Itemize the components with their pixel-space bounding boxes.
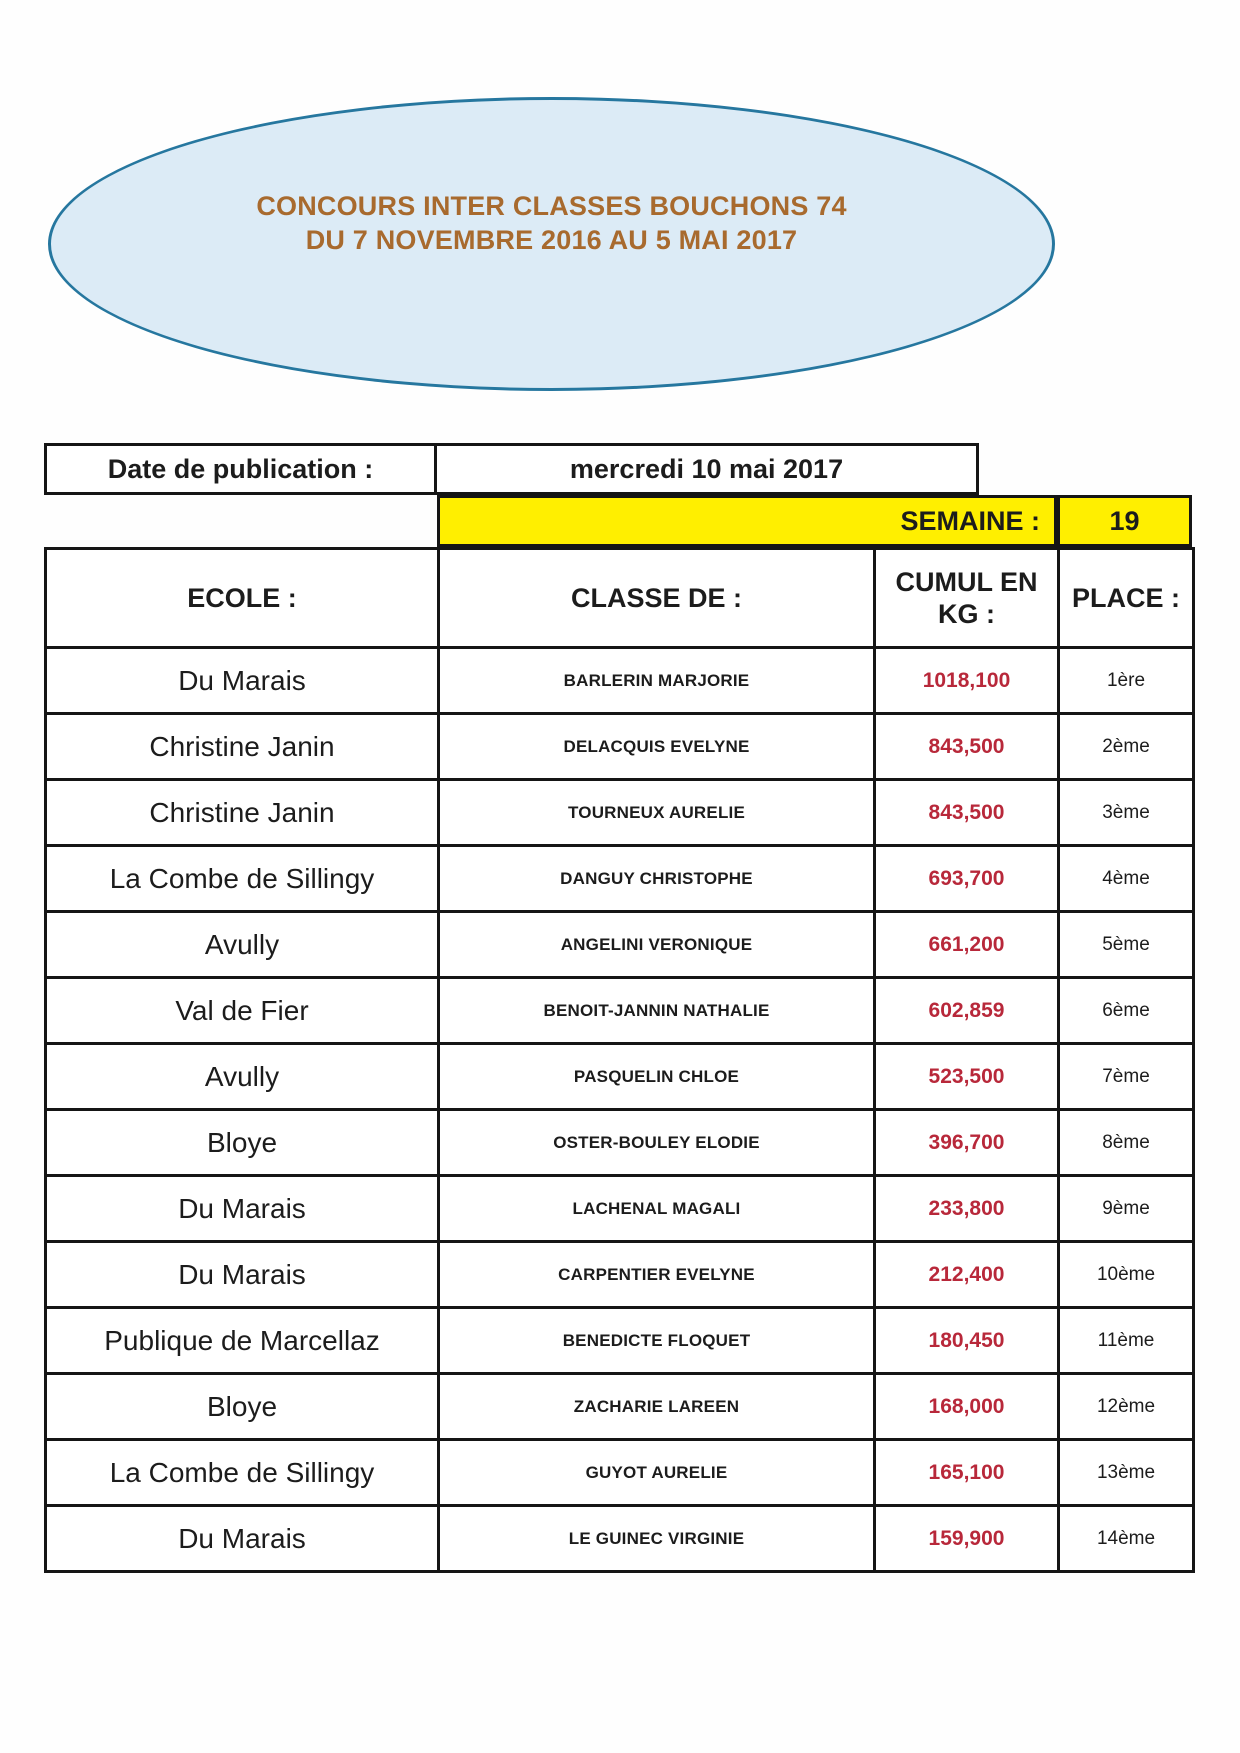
cell-classe: ANGELINI VERONIQUE: [439, 912, 875, 978]
cell-place: 7ème: [1059, 1044, 1194, 1110]
cell-cumul: 693,700: [875, 846, 1059, 912]
cell-place: 12ème: [1059, 1374, 1194, 1440]
cell-classe: PASQUELIN CHLOE: [439, 1044, 875, 1110]
header-place: PLACE :: [1059, 549, 1194, 648]
cell-classe: GUYOT AURELIE: [439, 1440, 875, 1506]
cell-place: 5ème: [1059, 912, 1194, 978]
cell-place: 14ème: [1059, 1506, 1194, 1572]
title-banner-ellipse: [48, 97, 1055, 391]
cell-ecole: Bloye: [46, 1110, 439, 1176]
cell-ecole: Avully: [46, 912, 439, 978]
header-classe: CLASSE DE :: [439, 549, 875, 648]
cell-classe: OSTER-BOULEY ELODIE: [439, 1110, 875, 1176]
cell-ecole: Bloye: [46, 1374, 439, 1440]
table-row: [46, 648, 1194, 714]
cell-ecole: La Combe de Sillingy: [46, 1440, 439, 1506]
title-banner-text: [256, 189, 846, 257]
table-row: [46, 1308, 1194, 1374]
cell-place: 13ème: [1059, 1440, 1194, 1506]
table-row: [46, 978, 1194, 1044]
table-row: [46, 714, 1194, 780]
cell-place: 1ère: [1059, 648, 1194, 714]
cell-ecole: Christine Janin: [46, 714, 439, 780]
cell-ecole: Publique de Marcellaz: [46, 1308, 439, 1374]
table-row: [46, 1242, 1194, 1308]
header-ecole: ECOLE :: [46, 549, 439, 648]
cell-classe: BENOIT-JANNIN NATHALIE: [439, 978, 875, 1044]
publication-date-row: [44, 443, 979, 495]
cell-ecole: Christine Janin: [46, 780, 439, 846]
cell-ecole: Du Marais: [46, 1242, 439, 1308]
cell-cumul: 165,100: [875, 1440, 1059, 1506]
cell-cumul: 1018,100: [875, 648, 1059, 714]
cell-place: 6ème: [1059, 978, 1194, 1044]
cell-cumul: 180,450: [875, 1308, 1059, 1374]
cell-place: 8ème: [1059, 1110, 1194, 1176]
table-row: [46, 1044, 1194, 1110]
cell-classe: BARLERIN MARJORIE: [439, 648, 875, 714]
cell-classe: TOURNEUX AURELIE: [439, 780, 875, 846]
cell-ecole: Du Marais: [46, 1506, 439, 1572]
cell-ecole: Avully: [46, 1044, 439, 1110]
cell-place: 9ème: [1059, 1176, 1194, 1242]
table-row: [46, 780, 1194, 846]
cell-cumul: 233,800: [875, 1176, 1059, 1242]
cell-cumul: 843,500: [875, 780, 1059, 846]
cell-classe: LE GUINEC VIRGINIE: [439, 1506, 875, 1572]
table-row: [46, 1176, 1194, 1242]
table-row: [46, 1110, 1194, 1176]
header-cumul: CUMUL EN KG :: [875, 549, 1059, 648]
cell-place: 4ème: [1059, 846, 1194, 912]
results-body: [46, 648, 1194, 1572]
cell-classe: CARPENTIER EVELYNE: [439, 1242, 875, 1308]
cell-classe: BENEDICTE FLOQUET: [439, 1308, 875, 1374]
cell-place: 2ème: [1059, 714, 1194, 780]
week-row: [437, 495, 1192, 547]
cell-ecole: Du Marais: [46, 648, 439, 714]
cell-cumul: 523,500: [875, 1044, 1059, 1110]
table-row: [46, 1506, 1194, 1572]
banner-title-line1: CONCOURS INTER CLASSES BOUCHONS 74: [256, 191, 847, 221]
cell-classe: DANGUY CHRISTOPHE: [439, 846, 875, 912]
cell-classe: ZACHARIE LAREEN: [439, 1374, 875, 1440]
week-number: 19: [1057, 495, 1192, 547]
cell-cumul: 661,200: [875, 912, 1059, 978]
cell-ecole: Val de Fier: [46, 978, 439, 1044]
cell-ecole: Du Marais: [46, 1176, 439, 1242]
cell-classe: LACHENAL MAGALI: [439, 1176, 875, 1242]
cell-cumul: 212,400: [875, 1242, 1059, 1308]
cell-place: 3ème: [1059, 780, 1194, 846]
publication-date-value: mercredi 10 mai 2017: [437, 443, 979, 495]
cell-cumul: 396,700: [875, 1110, 1059, 1176]
cell-place: 10ème: [1059, 1242, 1194, 1308]
cell-place: 11ème: [1059, 1308, 1194, 1374]
table-row: [46, 846, 1194, 912]
table-row: [46, 1440, 1194, 1506]
banner-title-line2: DU 7 NOVEMBRE 2016 AU 5 MAI 2017: [305, 225, 798, 255]
cell-classe: DELACQUIS EVELYNE: [439, 714, 875, 780]
cell-cumul: 843,500: [875, 714, 1059, 780]
cell-cumul: 168,000: [875, 1374, 1059, 1440]
header-row: [46, 549, 1194, 648]
week-label: SEMAINE :: [437, 495, 1057, 547]
cell-cumul: 159,900: [875, 1506, 1059, 1572]
cell-ecole: La Combe de Sillingy: [46, 846, 439, 912]
table-row: [46, 912, 1194, 978]
results-table: [44, 547, 1195, 1573]
cell-cumul: 602,859: [875, 978, 1059, 1044]
publication-date-label: Date de publication :: [44, 443, 437, 495]
table-row: [46, 1374, 1194, 1440]
